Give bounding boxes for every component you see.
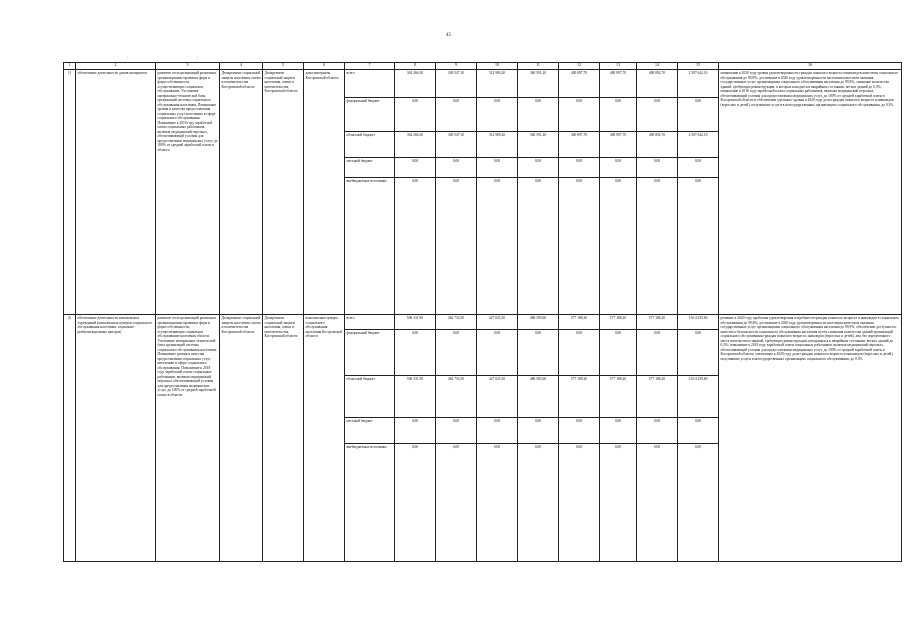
column-number: 8: [395, 63, 436, 70]
funding-source-label: местный бюджет: [345, 158, 395, 178]
column-number: 2: [76, 63, 156, 70]
amount-cell: 0,00: [477, 158, 518, 178]
column-number: 13: [600, 63, 637, 70]
amount-cell: 349 547,10: [436, 132, 477, 158]
activity-name: обеспечение деятельности комплексных учреждений (комплексных центров социального обслуживания населения, социально-реабилитационных центров): [76, 315, 156, 562]
amount-cell: 577 188,20: [559, 376, 600, 418]
amount-cell: 312 980,20: [477, 132, 518, 158]
expected-result: повышение к 2020 году уровня удовлетворенности граждан пожилого возраста и инвалидов качеством социального обслуживания до 99,8%; достижение в 2020 году удовлетворенности населения качеством оказания государственных услуг организациями социального обслуживания населения до 99,9%; снижение количества зданий, требующих реконструкции, в которых находятся в аварийном состоянии, ветхих зданий до 0,3%; повышение в 2018 году заработной платы социальных работников, включая медицинский персонал, обеспечивающий условия для предоставления медицинских услуг, до 100% от средней заработной платы в Костромской области и обеспечение удельного уровня в 2020 году доли граждан пожилого возраста и инвалидов (взрослых и детей), получивших услуги в негосударственных организациях социального обслуживания, до 0,3%: [719, 70, 902, 315]
table-row: [64, 70, 902, 98]
column-number: 3: [156, 63, 220, 70]
column-number: 1: [64, 63, 76, 70]
amount-cell: 0,00: [678, 158, 719, 178]
amount-cell: 349 547,10: [436, 70, 477, 98]
amount-cell: 0,00: [559, 418, 600, 444]
program-table: [63, 62, 902, 562]
column-number: 6: [304, 63, 345, 70]
amount-cell: 0,00: [518, 330, 559, 376]
activity-task: развитие сети организаций различных организационно-правовых форм и форм собственности, осуществляющих социальное обслуживание населения области. Улучшение материально-технической базы организаций системы социального обслуживания населения. Повышение уровня и качества предоставления социальных услуг населению в сфере социального обслуживания. Повышение к 2018 году заработной платы социальных работников, включая медицинский персонал, обеспечивающий условия для предоставления медицинских услуг, до 100% от средней заработной платы в области: [156, 315, 220, 562]
amount-cell: 577 188,20: [600, 315, 637, 330]
amount-cell: 0,00: [559, 178, 600, 315]
amount-cell: 462 754,50: [436, 315, 477, 330]
column-number: 14: [637, 63, 678, 70]
column-number: 12: [559, 63, 600, 70]
amount-cell: 0,00: [600, 418, 637, 444]
amount-cell: 0,00: [436, 98, 477, 132]
amount-cell: 0,00: [477, 444, 518, 562]
amount-cell: 362 266,30: [395, 70, 436, 98]
amount-cell: 0,00: [518, 418, 559, 444]
funding-source-label: федеральный бюджет: [345, 330, 395, 376]
amount-cell: 360 591,20: [518, 70, 559, 98]
amount-cell: 400 897,70: [559, 70, 600, 98]
column-number: 5: [263, 63, 304, 70]
column-number: 15: [678, 63, 719, 70]
column-number: 4: [220, 63, 263, 70]
column-number: 9: [436, 63, 477, 70]
amount-cell: 427 023,30: [477, 315, 518, 330]
amount-cell: 0,00: [637, 158, 678, 178]
amount-cell: 2 587 642,10: [678, 132, 719, 158]
amount-cell: 0,00: [678, 178, 719, 315]
funding-source-label: внебюджетные источники: [345, 444, 395, 562]
amount-cell: 0,00: [436, 158, 477, 178]
amount-cell: 0,00: [637, 418, 678, 444]
activity-name: обеспечение деятельности домов-интернатов: [76, 70, 156, 315]
amount-cell: 0,00: [395, 158, 436, 178]
amount-cell: 0,00: [436, 418, 477, 444]
amount-cell: 2 587 642,10: [678, 70, 719, 98]
amount-cell: 0,00: [678, 98, 719, 132]
column-number-row: [64, 63, 902, 70]
column-number: 16: [719, 63, 902, 70]
funding-source-label: областной бюджет: [345, 132, 395, 158]
amount-cell: 0,00: [600, 158, 637, 178]
amount-cell: 400 897,70: [600, 132, 637, 158]
amount-cell: 0,00: [600, 98, 637, 132]
column-number: 11: [518, 63, 559, 70]
amount-cell: 462 754,50: [436, 376, 477, 418]
amount-cell: 0,00: [600, 330, 637, 376]
amount-cell: 0,00: [477, 178, 518, 315]
row-number: 1): [64, 70, 76, 315]
responsible-executor: Департамент социальной защиты населения, опеки и попечительства Костромской области: [220, 70, 263, 315]
amount-cell: 0,00: [637, 98, 678, 132]
amount-cell: 0,00: [559, 330, 600, 376]
funding-source-label: областной бюджет: [345, 376, 395, 418]
activity-task: развитие сети организаций различных организационно-правовых форм и форм собственности, осуществляющих социальное обслуживание. Улучшение материально-технической базы организаций системы социального обслуживания населения. Повышение уровня и качества предоставления социальных услуг населению в сфере социального обслуживания. Повышение к 2018 году заработной платы социальных работников, включая медицинский персонал, обеспечивающий условия для предоставления медицинских услуг, до 100% от средней заработной платы в области: [156, 70, 220, 315]
amount-cell: 0,00: [395, 330, 436, 376]
amount-cell: 0,00: [559, 98, 600, 132]
amount-cell: 400 892,70: [637, 70, 678, 98]
funds-recipient: комплексные центры социального обслуживания населения Костромской области: [304, 315, 345, 562]
amount-cell: 0,00: [477, 418, 518, 444]
amount-cell: 0,00: [637, 178, 678, 315]
amount-cell: 0,00: [477, 98, 518, 132]
amount-cell: 0,00: [395, 444, 436, 562]
co-executor: Департамент социальной защиты населения, опеки и попечительства Костромской области: [263, 70, 304, 315]
amount-cell: 0,00: [559, 158, 600, 178]
amount-cell: 0,00: [600, 178, 637, 315]
responsible-executor: Департамент социальной защиты населения, опеки и попечительства Костромской области: [220, 315, 263, 562]
amount-cell: 506 331,90: [395, 315, 436, 330]
scan-mark: .: [197, 55, 199, 60]
amount-cell: 0,00: [395, 418, 436, 444]
amount-cell: 0,00: [678, 444, 719, 562]
amount-cell: 0,00: [637, 330, 678, 376]
amount-cell: 0,00: [395, 178, 436, 315]
amount-cell: 0,00: [436, 330, 477, 376]
amount-cell: 3 614 259,60: [678, 315, 719, 330]
amount-cell: 577 188,20: [600, 376, 637, 418]
amount-cell: 0,00: [436, 178, 477, 315]
amount-cell: 0,00: [518, 178, 559, 315]
amount-cell: 362 266,30: [395, 132, 436, 158]
funding-source-label: всего: [345, 315, 395, 330]
scan-mark: .: [620, 55, 622, 60]
amount-cell: 0,00: [559, 444, 600, 562]
amount-cell: 400 892,70: [637, 132, 678, 158]
amount-cell: 0,00: [477, 330, 518, 376]
amount-cell: 0,00: [637, 444, 678, 562]
funding-source-label: внебюджетные источники: [345, 178, 395, 315]
expected-result: решение к 2020 году проблемы удовлетворения потребности граждан пожилого возраста и инвалидов в социальном обслуживании до 99,8%; достижение в 2020 году удовлетворенности населения качеством оказания государственных услуг организациями социального обслуживания населения до 99,9%; обеспечение доступности, качества и безопасности социального обслуживания населения путем снижения количества зданий организаций социального обслуживания граждан пожилого возраста, инвалидов (взрослых и детей), лиц без определенного места жительства и занятий, требующих реконструкции, находящихся в аварийном состоянии, ветхих зданий до 0,3%; повышение к 2018 году заработной платы социальных работников, включая медицинский персонал, обеспечивающий условия для предоставления медицинских услуг, до 100% от средней заработной платы в Костромской области; увеличение к 2020 году доли граждан пожилого возраста и инвалидов (взрослых и детей), получивших услуги в негосударственных организациях социального обслуживания, до 0,3%: [719, 315, 902, 562]
page-number: 45: [446, 33, 451, 38]
amount-cell: 0,00: [600, 444, 637, 562]
column-number: 7: [345, 63, 395, 70]
row-number: 2): [64, 315, 76, 562]
amount-cell: 577 186,20: [637, 376, 678, 418]
amount-cell: 312 980,20: [477, 70, 518, 98]
amount-cell: 0,00: [518, 444, 559, 562]
amount-cell: 400 897,70: [559, 132, 600, 158]
amount-cell: 486 585,60: [518, 376, 559, 418]
co-executor: Департамент социальной защиты населения, опеки и попечительства Костромской области: [263, 315, 304, 562]
amount-cell: 506 331,90: [395, 376, 436, 418]
amount-cell: 0,00: [678, 418, 719, 444]
funding-source-label: всего: [345, 70, 395, 98]
amount-cell: 486 585,60: [518, 315, 559, 330]
funds-recipient: дома-интернаты Костромской области: [304, 70, 345, 315]
amount-cell: 0,00: [395, 98, 436, 132]
funding-source-label: федеральный бюджет: [345, 98, 395, 132]
amount-cell: 577 188,20: [559, 315, 600, 330]
scan-mark: .: [343, 55, 345, 60]
amount-cell: 360 591,20: [518, 132, 559, 158]
amount-cell: 0,00: [518, 158, 559, 178]
amount-cell: 0,00: [678, 330, 719, 376]
table-row: [64, 315, 902, 330]
amount-cell: 427 023,30: [477, 376, 518, 418]
amount-cell: 0,00: [436, 444, 477, 562]
amount-cell: 400 897,70: [600, 70, 637, 98]
funding-source-label: местный бюджет: [345, 418, 395, 444]
scan-mark: .: [127, 55, 129, 60]
amount-cell: 577 186,20: [637, 315, 678, 330]
column-number: 10: [477, 63, 518, 70]
amount-cell: 3 614 259,60: [678, 376, 719, 418]
amount-cell: 0,00: [518, 98, 559, 132]
